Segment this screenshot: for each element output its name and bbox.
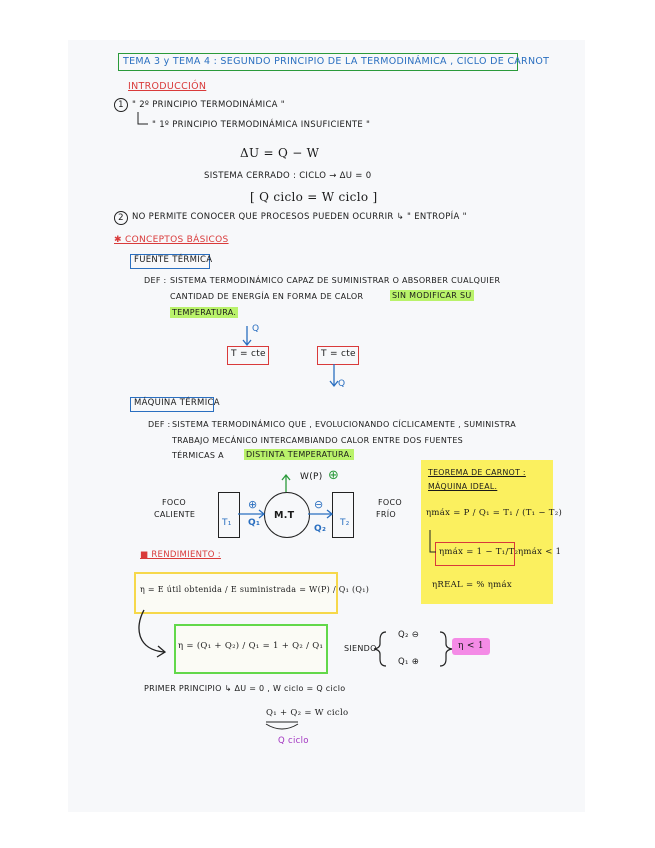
thermal-machine-def-highlight: DISTINTA TEMPERATURA. bbox=[246, 450, 353, 459]
heat-in-label: Q bbox=[252, 324, 260, 334]
carnot-eta-lt: ηmáx < 1 bbox=[518, 547, 562, 557]
item1-line2: " 1º PRINCIPIO TERMODINÁMICA INSUFICIENTE " bbox=[152, 120, 371, 130]
eta-less-than-one: η < 1 bbox=[458, 641, 484, 651]
item1-line1: " 2º PRINCIPIO TERMODINÁMICA " bbox=[132, 100, 286, 110]
t2-label: T₂ bbox=[340, 518, 350, 528]
carnot-title-1: TEOREMA DE CARNOT : bbox=[428, 468, 526, 477]
q2-sign-icon: ⊖ bbox=[314, 498, 324, 511]
intro-heading: INTRODUCCIÓN bbox=[128, 81, 207, 92]
cold-source-label-2: FRÍO bbox=[376, 510, 397, 519]
q2-sign-text: Q₂ ⊖ bbox=[398, 630, 420, 640]
yield-formula: η = (Q₁ + Q₂) / Q₁ = 1 + Q₂ / Q₁ bbox=[178, 641, 324, 651]
carnot-arrow bbox=[430, 530, 436, 552]
work-label: W(P) bbox=[300, 472, 323, 482]
thermal-source-def-line3: TEMPERATURA. bbox=[172, 308, 237, 317]
concepts-heading: ✱ CONCEPTOS BÁSICOS bbox=[114, 235, 229, 245]
page-title: TEMA 3 y TEMA 4 : SEGUNDO PRINCIPIO DE LA TERMODINÁMICA , CICLO DE CARNOT bbox=[118, 53, 518, 71]
yield-heading: ■ RENDIMIENTO : bbox=[140, 550, 221, 560]
work-sign-icon: ⊕ bbox=[328, 468, 340, 483]
thermal-machine-def-line3: TÉRMICAS A bbox=[172, 451, 224, 460]
item2-text: NO PERMITE CONOCER QUE PROCESOS PUEDEN OCURRIR ↳ " ENTROPÍA " bbox=[132, 212, 467, 222]
thermal-machine-def-line2: TRABAJO MECÁNICO INTERCAMBIANDO CALOR ENTRE DOS FUENTES bbox=[172, 436, 464, 445]
carnot-title-2: MÁQUINA IDEAL. bbox=[428, 482, 498, 491]
sum-equation: Q₁ + Q₂ = W ciclo bbox=[266, 708, 349, 718]
first-principle-text: PRIMER PRINCIPIO ↳ ΔU = 0 , W ciclo = Q ciclo bbox=[144, 684, 346, 693]
q1-label: Q₁ bbox=[248, 518, 261, 528]
equation-delta-u: ΔU = Q − W bbox=[240, 146, 320, 160]
item-number-2: 2 bbox=[114, 211, 128, 225]
thermal-source-def-line2: CANTIDAD DE ENERGÍA EN FORMA DE CALOR bbox=[170, 292, 364, 301]
hand-drawn-strokes bbox=[68, 40, 585, 812]
source-box-absorb-label: T = cte bbox=[231, 349, 266, 359]
yield-definition: η = E útil obtenida / E suministrada = W(P) / Q₁ (Q₁) bbox=[140, 585, 370, 594]
carnot-eta-real: ηREAL = % ηmáx bbox=[432, 580, 512, 590]
thermal-source-def-line1: SISTEMA TERMODINÁMICO CAPAZ DE SUMINISTRAR O ABSORBER CUALQUIER bbox=[170, 276, 501, 285]
thermal-source-def-highlight: SIN MODIFICAR SU bbox=[392, 291, 472, 300]
thermal-machine-def-tag: DEF : bbox=[148, 420, 171, 429]
thermal-source-label: FUENTE TÉRMICA bbox=[134, 255, 213, 265]
intro-arrow bbox=[138, 112, 148, 124]
yield-curve-arrow bbox=[139, 610, 164, 652]
t1-label: T₁ bbox=[222, 518, 232, 528]
right-brace bbox=[440, 632, 452, 666]
sum-brace bbox=[266, 724, 298, 729]
thermal-source-def-tag: DEF : bbox=[144, 276, 167, 285]
hot-source-label-1: FOCO bbox=[162, 498, 186, 507]
cold-source-label-1: FOCO bbox=[378, 498, 402, 507]
siendo-label: SIENDO bbox=[344, 644, 377, 653]
q1-sign-icon: ⊕ bbox=[248, 498, 258, 511]
machine-label: M.T bbox=[274, 510, 295, 521]
heat-out-label: Q bbox=[338, 379, 346, 389]
notebook-page bbox=[68, 40, 585, 812]
thermal-machine-def-line1: SISTEMA TERMODINÁMICO QUE , EVOLUCIONANDO CÍCLICAMENTE , SUMINISTRA bbox=[172, 420, 517, 429]
q1-sign-text: Q₁ ⊕ bbox=[398, 657, 420, 667]
closed-system-text: SISTEMA CERRADO : CICLO → ΔU = 0 bbox=[204, 171, 372, 181]
q2-label: Q₂ bbox=[314, 524, 327, 534]
carnot-eta-max-alt: ηmáx = 1 − T₁/T₂ bbox=[439, 547, 519, 557]
thermal-machine-label: MÁQUINA TÉRMICA bbox=[134, 398, 220, 408]
carnot-eta-max: ηmáx = P / Q₁ = T₁ / (T₁ − T₂) bbox=[426, 508, 563, 518]
item-number-1: 1 bbox=[114, 98, 128, 112]
hot-source-label-2: CALIENTE bbox=[154, 510, 196, 519]
siendo-brace bbox=[374, 632, 386, 666]
source-box-release-label: T = cte bbox=[321, 349, 356, 359]
q-cycle-label: Q ciclo bbox=[278, 736, 309, 746]
equation-cycle: [ Q ciclo = W ciclo ] bbox=[250, 190, 378, 204]
